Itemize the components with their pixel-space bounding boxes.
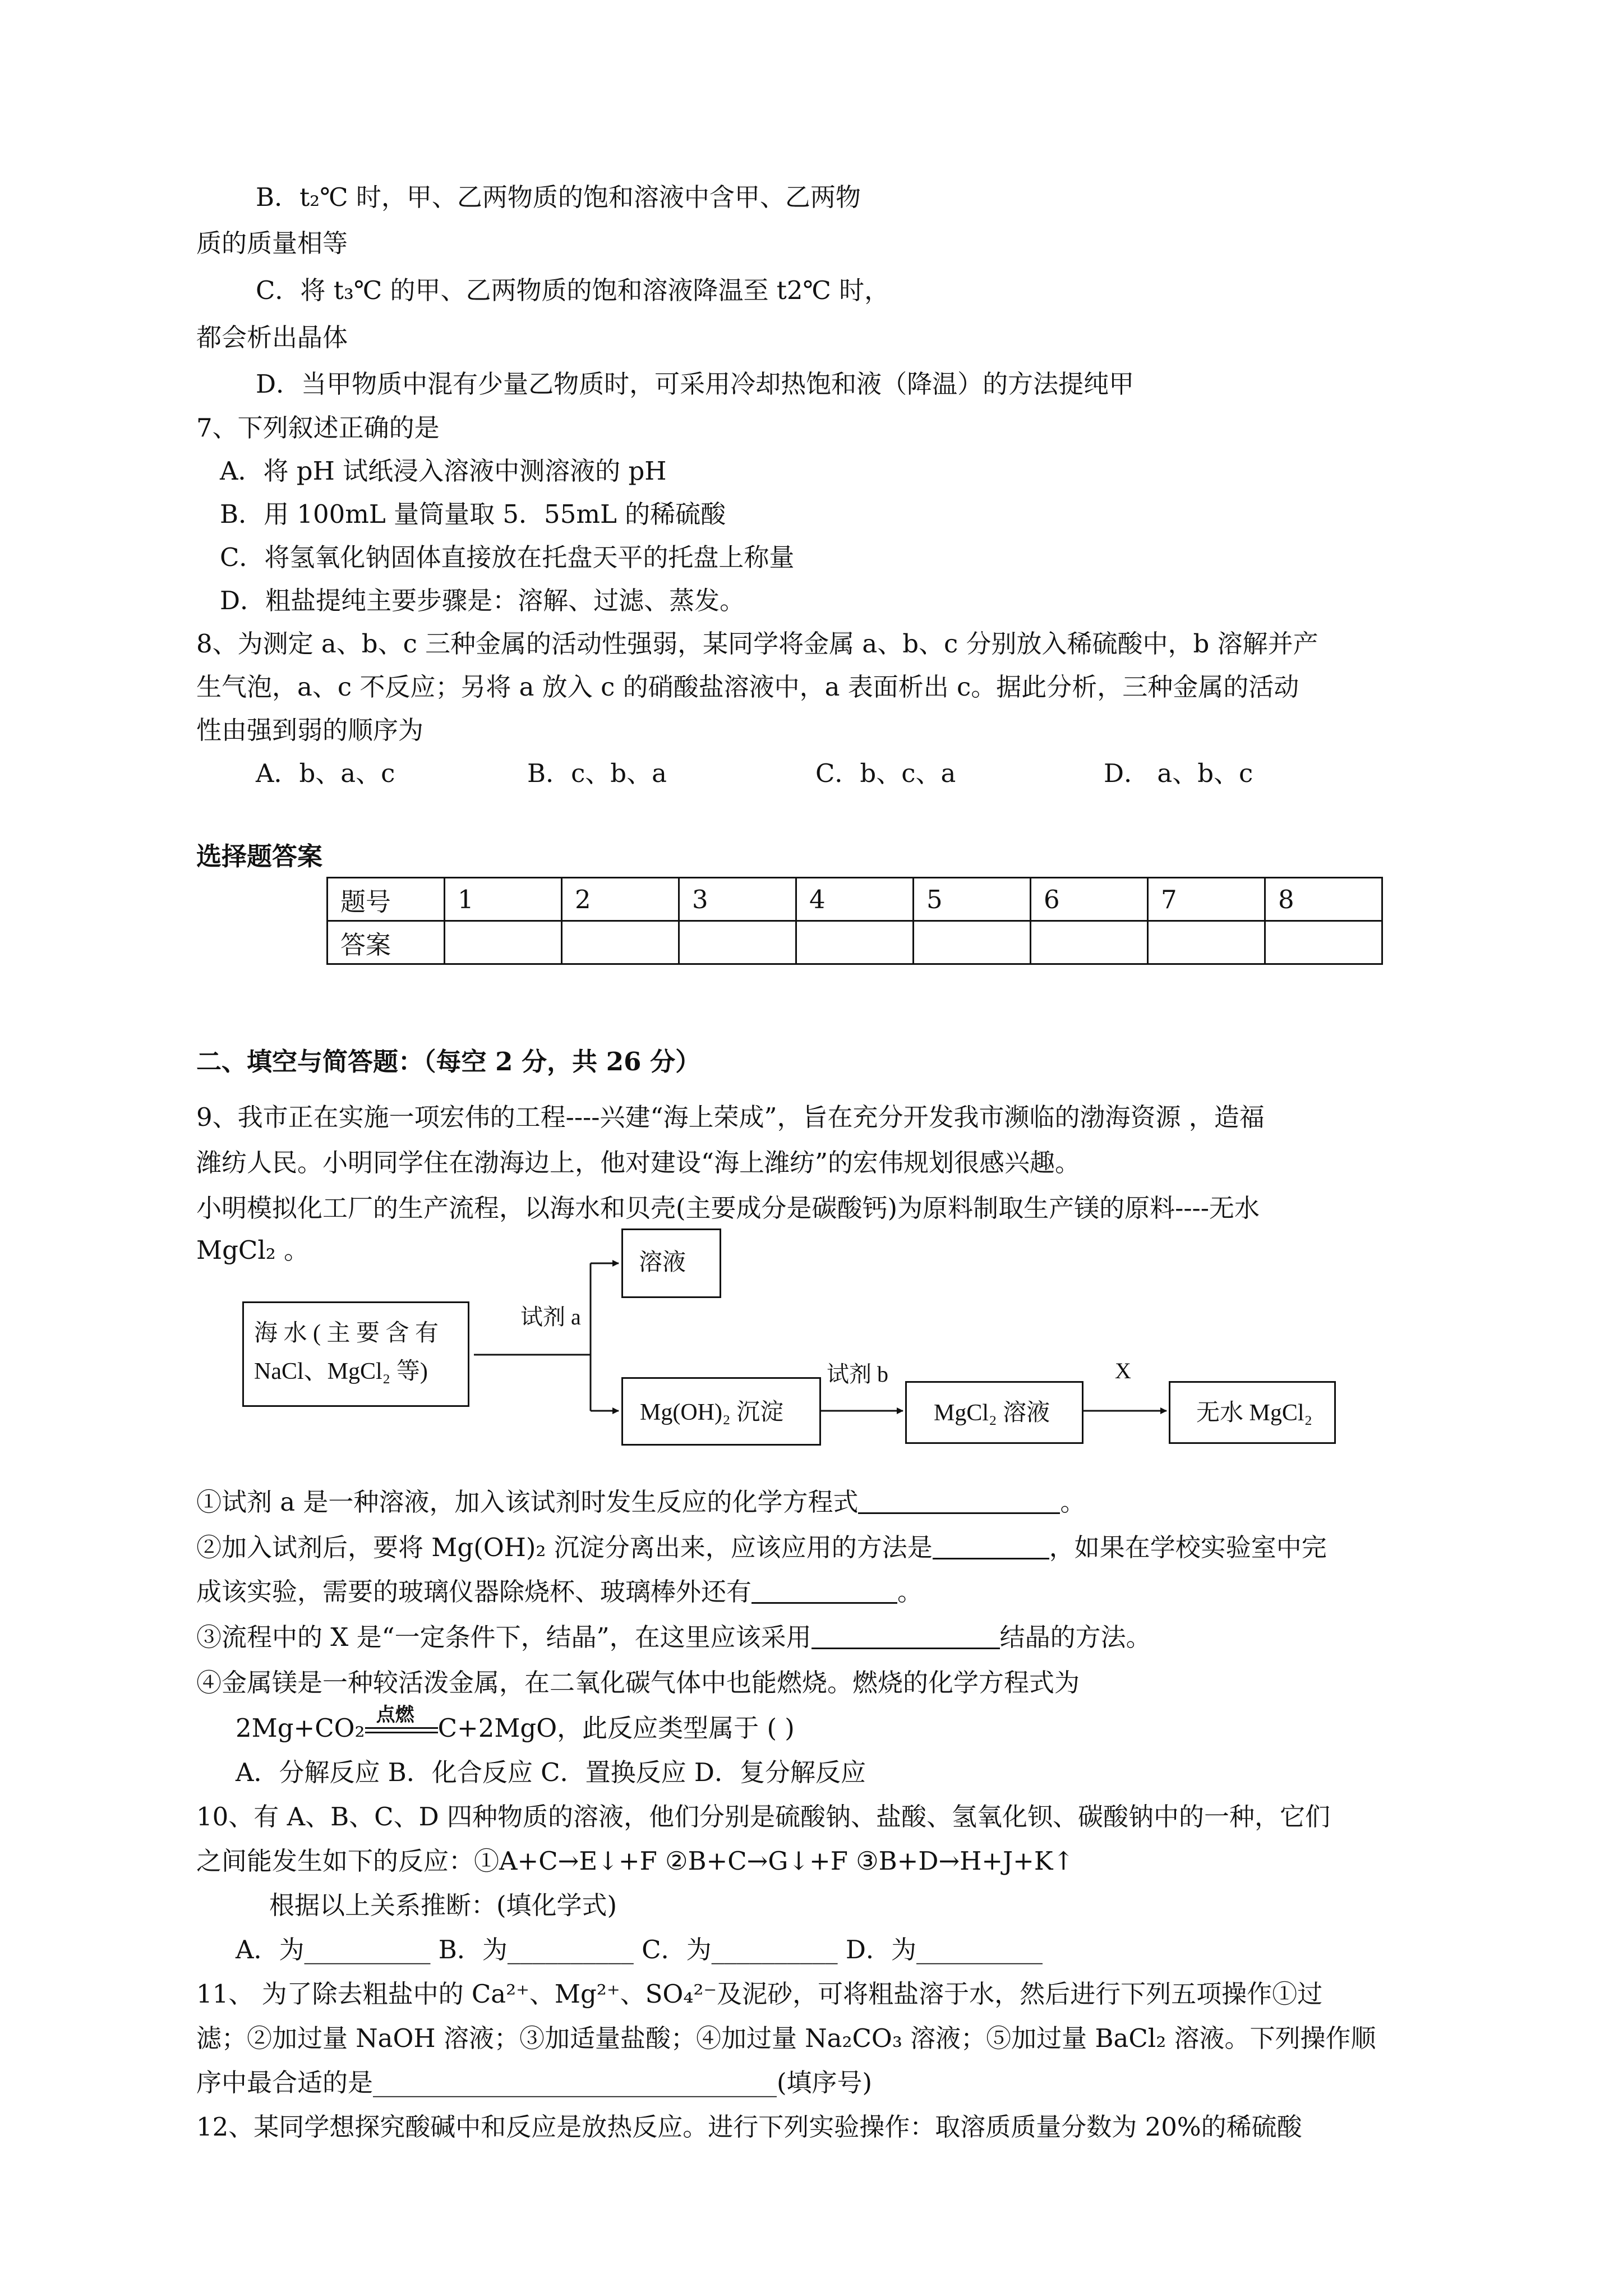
q8-option-a: A．b、a、c [256, 758, 395, 788]
reagent-b-label: 试剂 b [827, 1361, 888, 1387]
q7-option-b: B．用 100mL 量筒量取 5．55mL 的稀硫酸 [220, 499, 726, 529]
q9-sub4-equation [236, 1703, 795, 1745]
seawater-label-line2: NaCl、MgCl₂ 等) [254, 1359, 428, 1384]
q9-sub1-blank[interactable] [858, 1487, 1060, 1514]
anhydrous-mgcl2-box: 无水 MgCl₂ [1169, 1381, 1336, 1444]
q6-option-d: D．当甲物质中混有少量乙物质时，可采用冷却热饱和液（降温）的方法提纯甲 [256, 369, 1135, 399]
q7-option-c: C．将氢氧化钠固体直接放在托盘天平的托盘上称量 [220, 542, 795, 572]
q11-line2: 滤；②加过量 NaOH 溶液；③加适量盐酸；④加过量 Na₂CO₃ 溶液；⑤加过量 BaCl₂ 溶液。下列操作顺 [196, 2023, 1376, 2053]
q9-sub2-line2 [196, 1575, 923, 1609]
question-number-cell: 2 [562, 878, 679, 921]
q9-sub1-text: ①试剂 a 是一种溶液，加入该试剂时发生反应的化学方程式 [196, 1487, 859, 1517]
question-number-cell: 6 [1031, 878, 1148, 921]
question-number-cell: 3 [679, 878, 796, 921]
q6-option-c-line2: 都会析出晶体 [196, 323, 348, 352]
q12-line1: 12、某同学想探究酸碱中和反应是放热反应。进行下列实验操作：取溶质质量分数为 20%的稀硫酸 [196, 2112, 1302, 2142]
mgcl2-solution-box: MgCl₂ 溶液 [905, 1381, 1083, 1444]
table-header-cell: 题号 [328, 878, 445, 921]
q7-stem: 7、下列叙述正确的是 [196, 413, 440, 443]
q9-line1: 9、我市正在实施一项宏伟的工程----兴建“海上荣成”，旨在充分开发我市濒临的渤海资源 ，造福 [196, 1102, 1265, 1132]
q9-sub4-options: A．分解反应 B．化合反应 C．置换反应 D．复分解反应 [236, 1757, 866, 1787]
condition-x-label: X [1115, 1358, 1131, 1383]
q7-option-d: D．粗盐提纯主要步骤是：溶解、过滤、蒸发。 [220, 586, 745, 615]
section-2-title: 二、填空与简答题：（每空 2 分，共 26 分） [196, 1047, 701, 1076]
table-header-cell: 答案 [328, 921, 445, 964]
q10-line2: 之间能发生如下的反应：①A+C→E↓+F ②B+C→G↓+F ③B+D→H+J+K↑ [196, 1846, 1075, 1876]
question-number-cell: 8 [1265, 878, 1382, 921]
q9-sub4-line1: ④金属镁是一种较活泼金属，在二氧化碳气体中也能燃烧。燃烧的化学方程式为 [196, 1668, 1080, 1697]
q6-option-c-line1: C．将 t₃℃ 的甲、乙两物质的饱和溶液降温至 t2℃ 时， [256, 275, 890, 305]
solution-box: 溶液 [621, 1228, 721, 1298]
q9-line4: MgCl₂ 。 [196, 1235, 310, 1265]
q10-line1: 10、有 A、B、C、D 四种物质的溶液，他们分别是硫酸钠、盐酸、氢氧化钡、碳酸钠中的一种，它们 [196, 1802, 1330, 1832]
q9-sub3-text-b: 结晶的方法。 [999, 1622, 1151, 1652]
q8-line3: 性由强到弱的顺序为 [196, 715, 424, 745]
question-number-cell: 5 [914, 878, 1031, 921]
q8-line2: 生气泡，a、c 不反应；另将 a 放入 c 的硝酸盐溶液中，a 表面析出 c。据此分析，三种金属的活动 [196, 672, 1299, 702]
q6-option-b-line1: B．t₂℃ 时，甲、乙两物质的饱和溶液中含甲、乙两物 [256, 182, 861, 212]
answer-table-title: 选择题答案 [196, 841, 323, 871]
q10-line4: A．为__________ B．为__________ C．为__________ D．为__________ [236, 1935, 1043, 1964]
q8-option-c: C．b、c、a [815, 758, 956, 788]
ignite-condition-label: 点燃 [376, 1703, 414, 1726]
q9-line2: 潍纺人民。小明同学住在渤海边上，他对建设“海上潍纺”的宏伟规划很感兴趣。 [196, 1148, 1081, 1177]
q11-line1: 11、 为了除去粗盐中的 Ca²⁺、Mg²⁺、SO₄²⁻及泥砂，可将粗盐溶于水，然后进行下列五项操作①过 [196, 1979, 1323, 2009]
q9-sub2-text-b: ，如果在学校实验室中完 [1049, 1533, 1327, 1562]
precipitate-box: Mg(OH)₂ 沉淀 [621, 1377, 821, 1446]
question-number-cell: 4 [796, 878, 914, 921]
q9-sub2-text-d: 。 [897, 1577, 923, 1607]
q10-line3: 根据以上关系推断：(填化学式) [269, 1890, 617, 1920]
q7-option-a: A．将 pH 试纸浸入溶液中测溶液的 pH [220, 456, 667, 486]
seawater-label-line1: 海 水 ( 主 要 含 有 [254, 1320, 439, 1346]
q11-line3: 序中最合适的是________________________________(填序号) [196, 2068, 873, 2097]
q9-sub1 [196, 1485, 1085, 1519]
equation-condition [365, 1703, 438, 1742]
q9-sub3-blank[interactable] [811, 1622, 1000, 1649]
q9-sub2-blank-1[interactable] [933, 1532, 1049, 1559]
q9-sub3 [196, 1621, 1151, 1654]
q6-option-b-line2: 质的质量相等 [196, 228, 348, 258]
q9-sub2-text-a: ②加入试剂后，要将 Mg(OH)₂ 沉淀分离出来，应该应用的方法是 [196, 1533, 933, 1562]
q8-line1: 8、为测定 a、b、c 三种金属的活动性强弱，某同学将金属 a、b、c 分别放入稀硫酸中，b 溶解并产 [196, 629, 1318, 659]
equation-left: 2Mg+CO₂ [236, 1713, 365, 1743]
q9-sub2-line1 [196, 1531, 1327, 1565]
reagent-a-label: 试剂 a [520, 1304, 581, 1329]
equation-right: C+2MgO，此反应类型属于 ( ) [437, 1713, 795, 1743]
question-number-cell: 1 [445, 878, 562, 921]
question-number-cell: 7 [1148, 878, 1265, 921]
q9-sub1-end: 。 [1060, 1487, 1086, 1517]
seawater-box [242, 1301, 469, 1407]
q9-sub2-text-c: 成该实验，需要的玻璃仪器除烧杯、玻璃棒外还有 [196, 1577, 752, 1607]
q9-sub3-text-a: ③流程中的 X 是“一定条件下，结晶”，在这里应该采用 [196, 1622, 811, 1652]
q8-option-b: B．c、b、a [527, 758, 667, 788]
q8-option-d: D． a、b、c [1104, 758, 1253, 788]
q9-sub2-blank-2[interactable] [751, 1576, 897, 1604]
q9-line3: 小明模拟化工厂的生产流程，以海水和贝壳(主要成分是碳酸钙)为原料制取生产镁的原料----无水 [196, 1193, 1260, 1223]
